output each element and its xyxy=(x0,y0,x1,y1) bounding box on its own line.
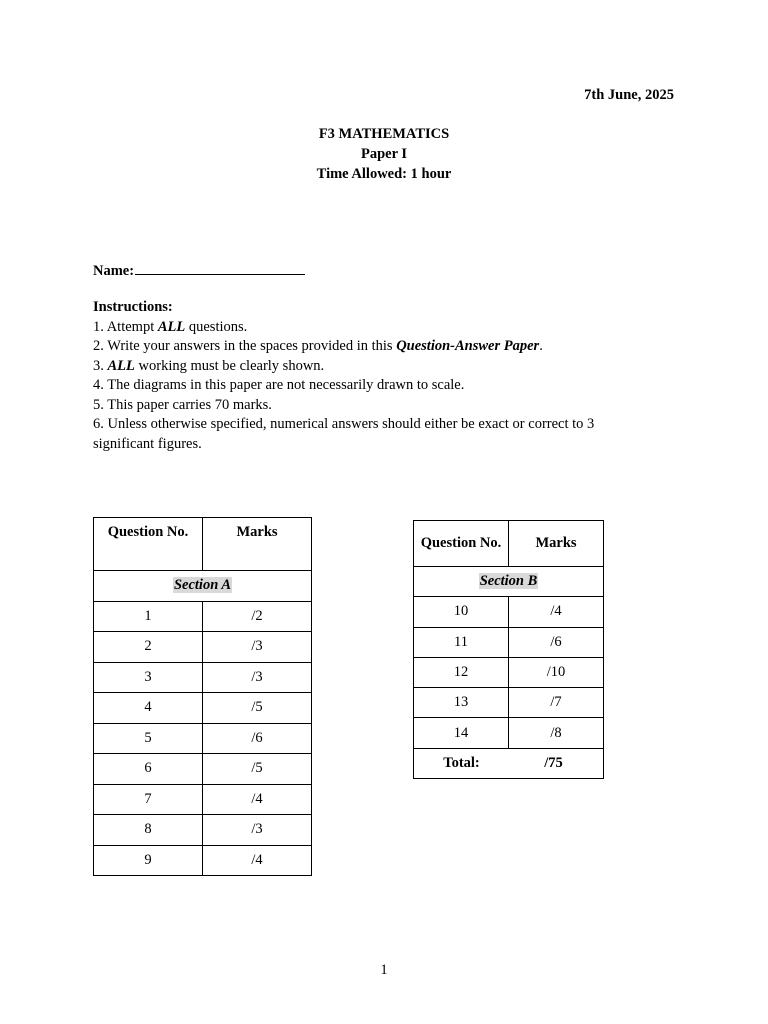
question-marks: /5 xyxy=(203,754,312,785)
question-number: 7 xyxy=(94,784,203,815)
table-header-row xyxy=(94,518,312,571)
question-number: 8 xyxy=(94,815,203,846)
question-number: 13 xyxy=(414,688,509,718)
total-label: Total: xyxy=(443,754,480,771)
table-row xyxy=(414,627,604,657)
table-row xyxy=(414,597,604,627)
question-number: 14 xyxy=(414,718,509,748)
question-no-header: Question No. xyxy=(414,521,509,567)
question-marks: /4 xyxy=(203,784,312,815)
name-blank-line[interactable] xyxy=(135,260,305,275)
question-marks: /2 xyxy=(203,601,312,632)
question-marks: /10 xyxy=(509,657,604,687)
name-label: Name: xyxy=(93,263,135,279)
question-marks: /4 xyxy=(509,597,604,627)
instruction-item-2: 2. Write your answers in the spaces provided in this Question-Answer Paper. xyxy=(93,338,543,354)
section-row xyxy=(94,571,312,602)
table-row xyxy=(94,662,312,693)
question-marks: /7 xyxy=(509,688,604,718)
question-number: 6 xyxy=(94,754,203,785)
marks-table-section-b xyxy=(413,520,604,779)
total-value: /75 xyxy=(544,754,563,771)
instruction-item-1: 1. Attempt ALL questions. xyxy=(93,318,248,335)
table-row xyxy=(94,784,312,815)
name-field xyxy=(93,260,305,280)
question-marks: /3 xyxy=(203,815,312,846)
question-number: 1 xyxy=(94,601,203,632)
table-header-row xyxy=(414,521,604,567)
question-marks: /6 xyxy=(203,723,312,754)
table-row xyxy=(94,754,312,785)
exam-header xyxy=(0,124,768,184)
table-row xyxy=(94,723,312,754)
section-row xyxy=(414,567,604,597)
paper-title: Paper I xyxy=(360,146,408,162)
question-number: 4 xyxy=(94,693,203,724)
question-marks: /4 xyxy=(203,845,312,876)
total-row xyxy=(414,748,604,778)
question-number: 12 xyxy=(414,657,509,687)
table-row xyxy=(94,815,312,846)
table-row xyxy=(94,601,312,632)
exam-date: 7th June, 2025 xyxy=(584,87,674,103)
question-number: 9 xyxy=(94,845,203,876)
instructions-title: Instructions: xyxy=(93,299,173,315)
table-row xyxy=(414,688,604,718)
section-a-label: Section A xyxy=(173,577,232,594)
table-row xyxy=(94,845,312,876)
question-marks: /5 xyxy=(203,693,312,724)
question-number: 2 xyxy=(94,632,203,663)
section-b-label: Section B xyxy=(479,573,538,590)
question-number: 10 xyxy=(414,597,509,627)
question-number: 3 xyxy=(94,662,203,693)
table-row xyxy=(94,693,312,724)
question-number: 5 xyxy=(94,723,203,754)
time-allowed: Time Allowed: 1 hour xyxy=(316,166,452,182)
instruction-item-5: 5. This paper carries 70 marks. xyxy=(93,396,272,413)
instruction-item-4: 4. The diagrams in this paper are not necessarily drawn to scale. xyxy=(93,377,465,393)
subject-title: F3 MATHEMATICS xyxy=(318,126,450,142)
table-row xyxy=(414,657,604,687)
question-marks: /3 xyxy=(203,662,312,693)
question-marks: /6 xyxy=(509,627,604,657)
marks-table-section-a xyxy=(93,517,312,876)
table-row xyxy=(414,718,604,748)
page-number: 1 xyxy=(380,962,388,978)
question-no-header: Question No. xyxy=(94,518,203,571)
question-number: 11 xyxy=(414,627,509,657)
question-marks: /3 xyxy=(203,632,312,663)
instructions xyxy=(93,298,653,454)
instruction-item-3: 3. ALL working must be clearly shown. xyxy=(93,357,325,374)
question-marks: /8 xyxy=(509,718,604,748)
instruction-item-6: 6. Unless otherwise specified, numerical answers should either be exact or correct to 3 significant figures. xyxy=(93,416,595,452)
marks-header: Marks xyxy=(509,521,604,567)
table-row xyxy=(94,632,312,663)
marks-header: Marks xyxy=(203,518,312,571)
